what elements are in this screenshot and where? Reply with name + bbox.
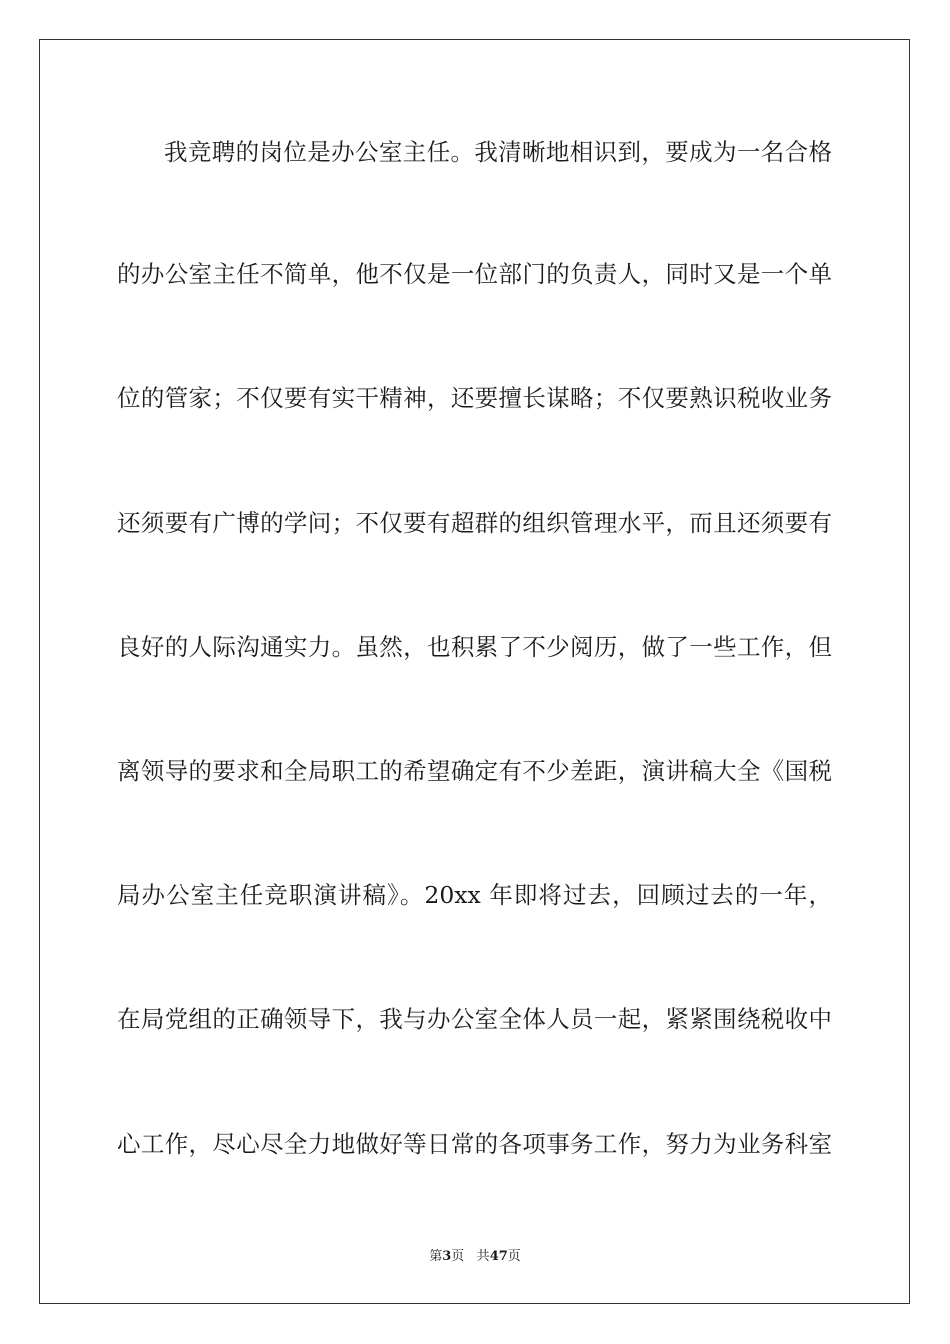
page-border — [39, 39, 910, 1304]
body-text-line-1: 我竞聘的岗位是办公室主任。我清晰地相识到，要成为一名合格 — [164, 138, 832, 166]
body-text-line-2: 的办公室主任不简单，他不仅是一位部门的负责人，同时又是一个单 — [117, 260, 832, 288]
footer-total-prefix: 共 — [476, 1249, 490, 1264]
footer-total-suffix: 页 — [507, 1249, 521, 1264]
body-text-line-4: 还须要有广博的学问；不仅要有超群的组织管理水平，而且还须要有 — [117, 509, 832, 537]
body-text-line-6: 离领导的要求和全局职工的希望确定有不少差距，演讲稿大全《国税 — [117, 757, 832, 785]
footer-page-suffix: 页 — [451, 1249, 465, 1264]
body-text-line-8: 在局党组的正确领导下，我与办公室全体人员一起，紧紧围绕税收中 — [117, 1005, 832, 1033]
page-footer — [0, 1248, 950, 1266]
footer-page-prefix: 第 — [429, 1249, 443, 1264]
footer-page-number: 3 — [442, 1249, 452, 1264]
body-text-line-3: 位的管家；不仅要有实干精神，还要擅长谋略；不仅要熟识税收业务 — [117, 384, 832, 412]
body-text-line-5: 良好的人际沟通实力。虽然，也积累了不少阅历，做了一些工作，但 — [117, 633, 832, 661]
footer-total-pages: 47 — [489, 1249, 508, 1264]
body-text-line-7: 局办公室主任竞职演讲稿》。20xx 年即将过去，回顾过去的一年， — [117, 881, 832, 909]
body-text-line-9: 心工作，尽心尽全力地做好等日常的各项事务工作，努力为业务科室 — [117, 1130, 832, 1158]
